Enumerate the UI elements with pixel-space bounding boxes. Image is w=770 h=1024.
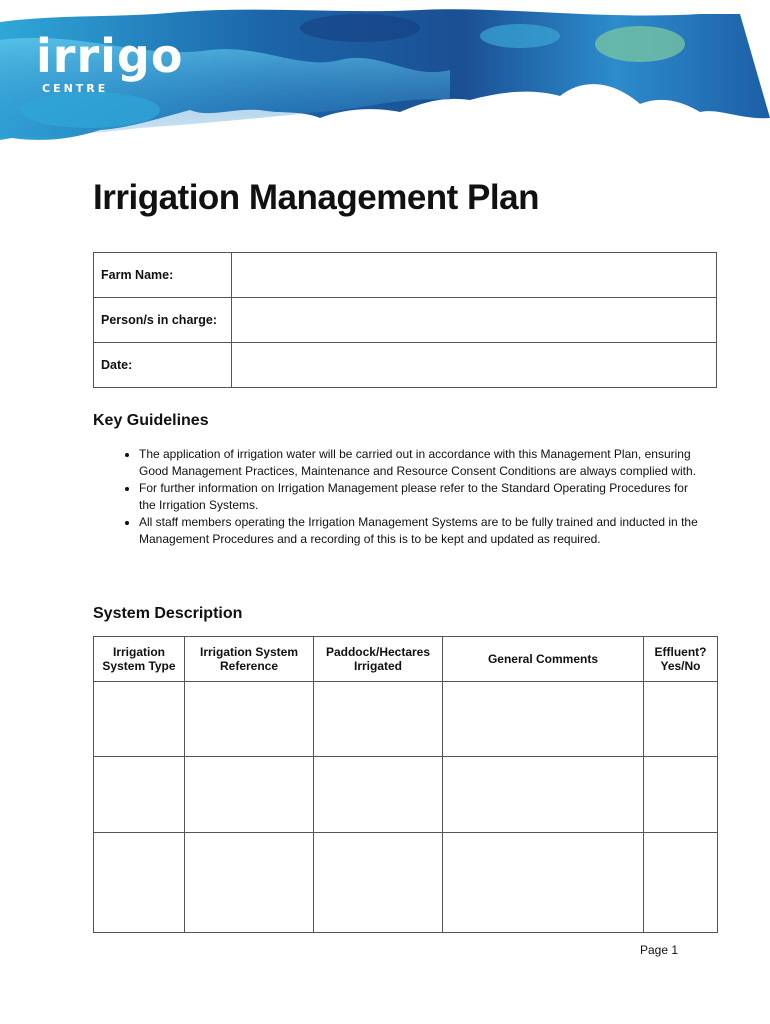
column-header: Effluent? Yes/No (644, 637, 718, 682)
table-row (94, 298, 717, 343)
table-cell[interactable] (185, 833, 314, 933)
table-cell[interactable] (443, 833, 644, 933)
page-title: Irrigation Management Plan (93, 178, 539, 217)
persons-in-charge-field[interactable] (232, 298, 717, 343)
column-header: Irrigation System Type (94, 637, 185, 682)
table-cell[interactable] (314, 682, 443, 757)
table-cell[interactable] (185, 757, 314, 833)
logo-wordmark: irrigo (36, 29, 184, 83)
table-cell[interactable] (314, 757, 443, 833)
column-header: Paddock/Hectares Irrigated (314, 637, 443, 682)
table-row (94, 757, 718, 833)
farm-name-label: Farm Name: (94, 253, 232, 298)
table-row (94, 833, 718, 933)
table-cell[interactable] (94, 682, 185, 757)
header-banner (0, 0, 770, 160)
table-cell[interactable] (185, 682, 314, 757)
list-item: • For further information on Irrigation Management please refer to the Standard Operating Procedures for the Irrigation Systems. (139, 480, 704, 514)
date-label: Date: (94, 343, 232, 388)
table-cell[interactable] (644, 833, 718, 933)
page-number: Page 1 (640, 943, 679, 957)
farm-name-field[interactable] (232, 253, 717, 298)
date-field[interactable] (232, 343, 717, 388)
table-cell[interactable] (644, 682, 718, 757)
table-header-row (94, 637, 718, 682)
key-guidelines-list (108, 446, 704, 548)
column-header: Irrigation System Reference (185, 637, 314, 682)
system-description-heading: System Description (93, 605, 243, 622)
table-cell[interactable] (94, 757, 185, 833)
irrigo-logo (36, 30, 186, 110)
column-header: General Comments (443, 637, 644, 682)
table-row (94, 253, 717, 298)
table-cell[interactable] (644, 757, 718, 833)
table-cell[interactable] (94, 833, 185, 933)
table-cell[interactable] (314, 833, 443, 933)
key-guidelines-heading: Key Guidelines (93, 412, 209, 429)
table-row (94, 343, 717, 388)
system-description-table (93, 636, 718, 933)
table-cell[interactable] (443, 682, 644, 757)
list-item: • All staff members operating the Irrigation Management Systems are to be fully trained and inducted in the Management Procedures and a recording of this is to be kept and updated as required. (139, 514, 704, 548)
table-cell[interactable] (443, 757, 644, 833)
persons-in-charge-label: Person/s in charge: (94, 298, 232, 343)
list-item: • The application of irrigation water will be carried out in accordance with this Management Plan, ensuring Good Management Practices, Maintenance and Resource Consent Conditions are always complied with. (139, 446, 704, 480)
logo-subtitle: CENTRE (42, 82, 109, 95)
farm-info-table (93, 252, 717, 388)
table-row (94, 682, 718, 757)
